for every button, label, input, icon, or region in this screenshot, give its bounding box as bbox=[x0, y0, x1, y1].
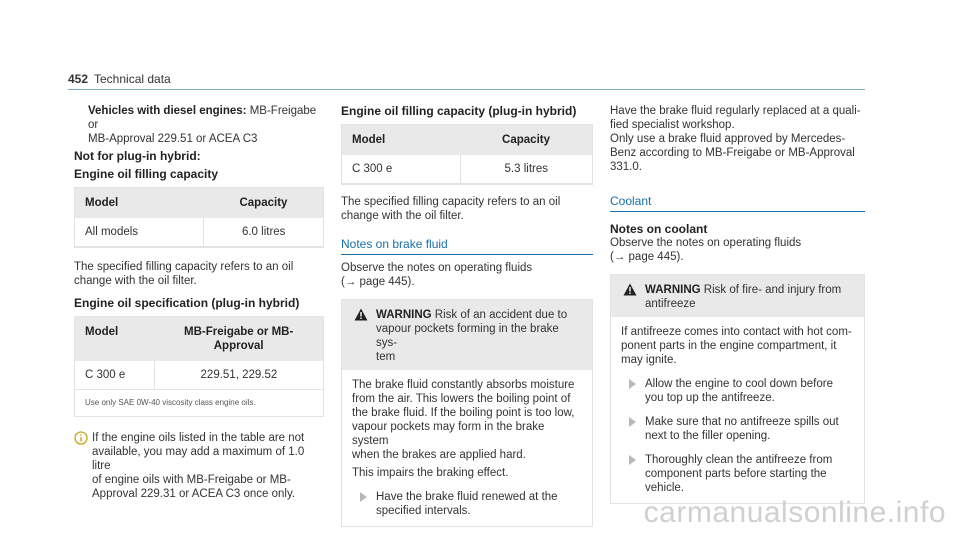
cell-capacity: 6.0 litres bbox=[204, 218, 323, 247]
warning-triangle-icon bbox=[354, 308, 368, 321]
observe-link[interactable]: (→ page 445). bbox=[610, 251, 684, 263]
info-line: Approval 229.31 or ACEA C3 once only. bbox=[92, 488, 296, 500]
col-model: Model bbox=[75, 188, 204, 218]
bullet-line: you top up the antifreeze. bbox=[645, 392, 775, 404]
col-model: Model bbox=[75, 317, 154, 361]
bullet-item bbox=[621, 377, 854, 405]
bullet-item bbox=[352, 490, 582, 518]
col-approval bbox=[154, 317, 323, 361]
bullet-line: Allow the engine to cool down before bbox=[645, 378, 833, 390]
warning-line1: Risk of fire- and injury from bbox=[703, 284, 842, 296]
diesel-note bbox=[74, 104, 324, 146]
spec-footnote: Use only SAE 0W-40 viscosity class engine oils. bbox=[85, 398, 256, 407]
bullet-line: next to the filler opening. bbox=[645, 430, 771, 442]
plugin-capacity-heading: Engine oil filling capacity (plug-in hybrid) bbox=[341, 104, 577, 118]
bullet-line: component parts before starting the bbox=[645, 468, 827, 480]
page-number: 452 bbox=[68, 72, 89, 86]
info-note bbox=[74, 431, 324, 501]
diesel-label: Vehicles with diesel engines: bbox=[88, 105, 247, 117]
intro-line: 331.0. bbox=[610, 161, 642, 173]
cell-model: C 300 e bbox=[342, 155, 460, 184]
body-line: from the air. This lowers the boiling point of bbox=[352, 393, 571, 405]
watermark: carmanualsonline.info bbox=[643, 496, 946, 529]
plugin-capacity-table bbox=[341, 124, 593, 185]
body-line: If antifreeze comes into contact with hot com- bbox=[621, 326, 852, 338]
spec-heading: Engine oil specification (plug-in hybrid) bbox=[74, 296, 300, 310]
bullet-item bbox=[621, 415, 854, 443]
cell-model: All models bbox=[75, 218, 204, 247]
observe-line1: Observe the notes on operating fluids bbox=[610, 237, 802, 249]
body-line: when the brakes are applied hard. bbox=[352, 449, 526, 461]
coolant-section: Coolant bbox=[610, 194, 865, 212]
bullet-item bbox=[621, 453, 854, 495]
impairs-line: This impairs the braking effect. bbox=[352, 467, 509, 479]
capacity-text2: change with the oil filter. bbox=[74, 275, 197, 287]
arrow-bullet-icon bbox=[629, 455, 636, 465]
bullet-line: Make sure that no antifreeze spills out bbox=[645, 416, 839, 428]
capacity-text1: The specified filling capacity refers to an oil bbox=[341, 196, 561, 208]
column-left bbox=[74, 104, 324, 501]
intro-line: fied specialist workshop. bbox=[610, 119, 735, 131]
info-line: of engine oils with MB-Freigabe or MB- bbox=[92, 474, 291, 486]
intro-line: Only use a brake fluid approved by Mercedes- bbox=[610, 133, 846, 145]
coolant-heading: Notes on coolant bbox=[610, 222, 708, 236]
info-icon bbox=[74, 431, 88, 445]
warning-header bbox=[342, 300, 592, 370]
arrow-bullet-icon bbox=[629, 417, 636, 427]
bullet-line: Thoroughly clean the antifreeze from bbox=[645, 454, 833, 466]
warning-body bbox=[611, 317, 864, 503]
warning-label: WARNING bbox=[376, 309, 432, 321]
info-line: available, you may add a maximum of 1.0 litre bbox=[92, 446, 305, 472]
col-capacity: Capacity bbox=[204, 188, 323, 218]
capacity-heading: Engine oil filling capacity bbox=[74, 167, 219, 181]
not-plugin-heading: Not for plug-in hybrid: bbox=[74, 149, 201, 163]
capacity-table bbox=[74, 187, 324, 248]
capacity-text1: The specified filling capacity refers to an oil bbox=[74, 261, 294, 273]
warning-line2: vapour pockets forming in the brake sys- bbox=[376, 323, 559, 349]
warning-line3: tem bbox=[376, 351, 396, 363]
brake-fluid-section: Notes on brake fluid bbox=[341, 237, 593, 255]
arrow-bullet-icon bbox=[360, 492, 367, 502]
warning-header bbox=[611, 275, 864, 317]
brake-warning-box bbox=[341, 299, 593, 527]
bullet-line: specified intervals. bbox=[376, 505, 471, 517]
warning-body bbox=[342, 370, 592, 526]
body-line: ponent parts in the engine compartment, it bbox=[621, 340, 837, 352]
warning-triangle-icon bbox=[623, 283, 637, 296]
body-line: the brake fluid. If the boiling point is too low, bbox=[352, 407, 575, 419]
warning-line2: antifreeze bbox=[645, 298, 696, 310]
column-middle bbox=[341, 104, 593, 527]
page-header bbox=[68, 69, 865, 90]
warning-line1: Risk of an accident due to bbox=[434, 309, 568, 321]
observe-line1: Observe the notes on operating fluids bbox=[341, 262, 533, 274]
body-line: The brake fluid constantly absorbs moisture bbox=[352, 379, 575, 391]
observe-link[interactable]: (→ page 445). bbox=[341, 276, 415, 288]
diesel-line2: MB-Approval 229.51 or ACEA C3 bbox=[88, 133, 258, 145]
arrow-bullet-icon bbox=[629, 379, 636, 389]
column-right bbox=[610, 104, 865, 504]
intro-line: Have the brake fluid regularly replaced at a quali- bbox=[610, 105, 861, 117]
diesel-line1: MB-Freigabe or bbox=[88, 105, 317, 131]
capacity-text2: change with the oil filter. bbox=[341, 210, 464, 222]
coolant-warning-box bbox=[610, 274, 865, 504]
spec-table bbox=[74, 316, 324, 417]
section-title: Technical data bbox=[94, 72, 171, 86]
bullet-line: vehicle. bbox=[645, 482, 684, 494]
warning-label: WARNING bbox=[645, 284, 701, 296]
cell-model: C 300 e bbox=[75, 361, 154, 390]
info-line: If the engine oils listed in the table are not bbox=[92, 432, 305, 444]
col-capacity: Capacity bbox=[460, 125, 592, 155]
bullet-line: Have the brake fluid renewed at the bbox=[376, 491, 558, 503]
body-line: may ignite. bbox=[621, 354, 677, 366]
col-approval-line1: MB-Freigabe or MB- bbox=[184, 326, 294, 338]
col-model: Model bbox=[342, 125, 460, 155]
cell-capacity: 5.3 litres bbox=[460, 155, 592, 184]
cell-approval: 229.51, 229.52 bbox=[154, 361, 323, 390]
col-approval-line2: Approval bbox=[213, 340, 264, 352]
body-line: vapour pockets may form in the brake system bbox=[352, 421, 545, 447]
intro-line: Benz according to MB-Freigabe or MB-Approval bbox=[610, 147, 855, 159]
